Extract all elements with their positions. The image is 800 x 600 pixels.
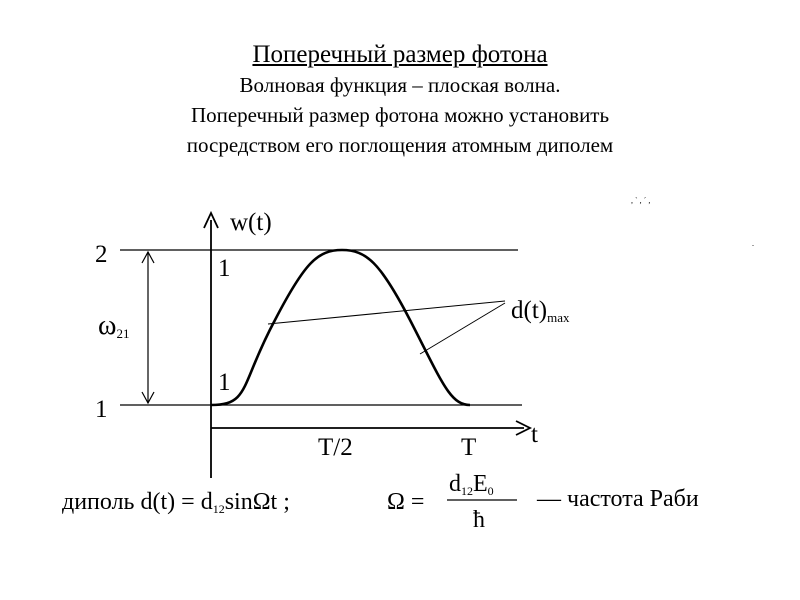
numerator-e-subscript: 0 [487, 484, 494, 498]
rabi-denominator: ħ [473, 507, 485, 533]
subtitle-line-3: посредством его поглощения атомным диполем [186, 133, 614, 157]
lower-level-label: 1 [95, 396, 108, 423]
x-axis-label: t [531, 421, 538, 448]
upper-level-label: 2 [95, 241, 108, 268]
rabi-numerator [449, 471, 494, 498]
subtitle-line-1: Волновая функция – плоская волна. [239, 73, 561, 97]
curve-label-lower: 1 [218, 369, 231, 396]
dipole-formula-suffix: sinΩt ; [224, 489, 290, 515]
x-tick-half-period: T/2 [318, 434, 353, 461]
dipole-max-text: d(t) [511, 297, 548, 324]
subtitle-line-2: Поперечный размер фотона можно установить [190, 103, 610, 127]
scan-speckle: , ` , ´ , [631, 196, 651, 205]
y-axis-label: w(t) [230, 209, 272, 236]
x-tick-period: T [461, 434, 477, 461]
omega-subscript: 21 [116, 326, 130, 341]
dipole-formula-prefix: диполь d(t) = d [62, 489, 213, 515]
population-curve [211, 250, 470, 405]
omega-symbol: ω [98, 310, 117, 341]
rabi-frequency-caption: — частота Раби [537, 486, 699, 512]
numerator-d-subscript: 12 [461, 484, 473, 498]
dipole-max-label [511, 297, 570, 325]
scan-speckle-dot: . [752, 239, 754, 248]
numerator-d: d [449, 471, 461, 497]
dipole-formula [62, 489, 290, 516]
curve-label-upper: 1 [218, 255, 231, 282]
numerator-e: E [473, 471, 488, 497]
slide-title: Поперечный размер фотона [252, 41, 548, 68]
transition-frequency-label [98, 310, 129, 341]
dipole-max-subscript: max [547, 310, 570, 325]
callout-line-upper [268, 301, 505, 324]
dipole-formula-subscript: 12 [212, 502, 225, 516]
callout-line-lower [420, 303, 505, 354]
rabi-omega-lhs: Ω = [387, 489, 425, 515]
